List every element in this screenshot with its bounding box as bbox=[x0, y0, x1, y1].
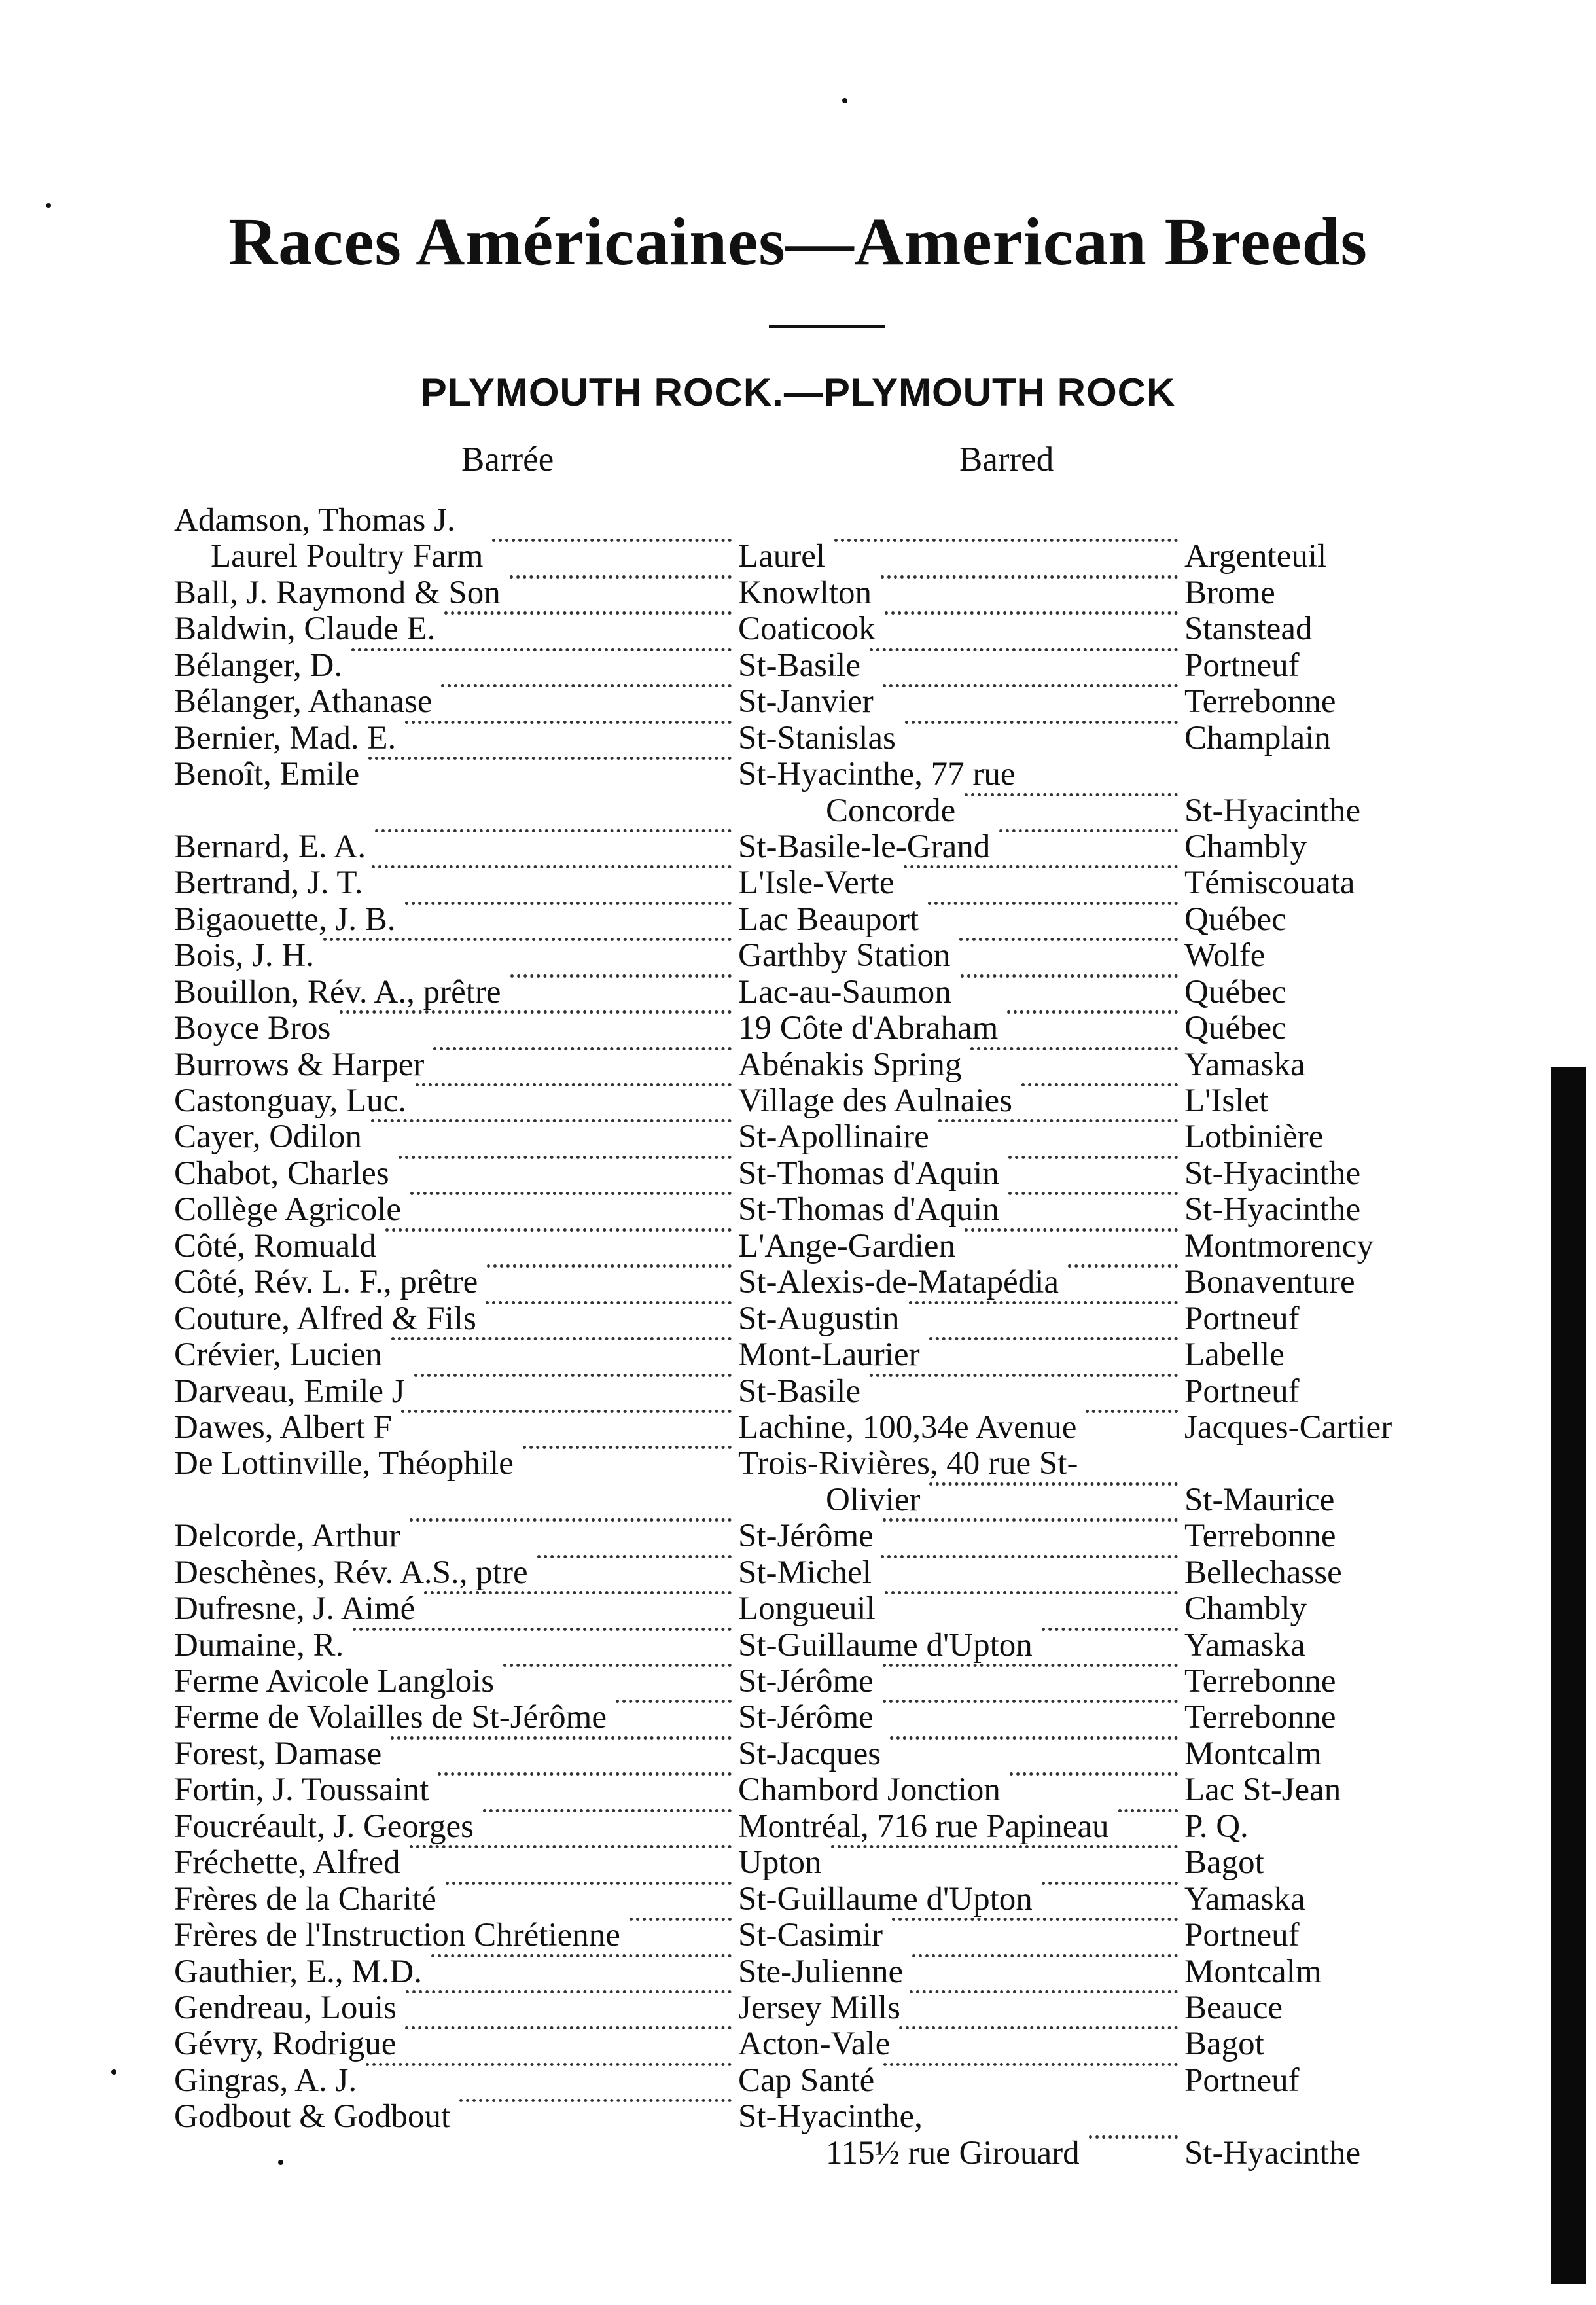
dot-leader bbox=[1068, 1264, 1178, 1268]
breeder-county: Beauce bbox=[1184, 1989, 1283, 2026]
breeder-place: St-Basile-le-Grand bbox=[738, 828, 991, 865]
breeder-county: Jacques-Cartier bbox=[1184, 1408, 1392, 1446]
breeder-place: St-Hyacinthe, 77 rue bbox=[738, 756, 1016, 793]
list-item bbox=[0, 974, 1596, 1010]
breeder-place: St-Apollinaire bbox=[738, 1118, 929, 1156]
breeder-place: Village des Aulnaies bbox=[738, 1082, 1013, 1119]
dot-leader bbox=[375, 829, 732, 832]
dot-leader bbox=[385, 1228, 732, 1232]
breeder-county: Portneuf bbox=[1184, 1372, 1300, 1410]
breeder-name: Bertrand, J. T. bbox=[174, 865, 363, 902]
list-item bbox=[0, 1628, 1596, 1664]
breeder-county: Terrebonne bbox=[1184, 1699, 1336, 1736]
list-item bbox=[0, 1700, 1596, 1736]
breeder-place: Chambord Jonction bbox=[738, 1772, 1001, 1809]
dot-leader bbox=[486, 1301, 732, 1304]
breeder-county: St-Hyacinthe bbox=[1184, 1191, 1361, 1228]
breeder-place: Jersey Mills bbox=[738, 1989, 900, 2026]
breeder-name: Delcorde, Arthur bbox=[174, 1518, 400, 1555]
list-item bbox=[0, 1882, 1596, 1918]
list-item bbox=[0, 1119, 1596, 1155]
dot-leader bbox=[459, 2099, 732, 2102]
dot-leader bbox=[831, 1845, 1178, 1848]
dot-leader bbox=[883, 1664, 1178, 1667]
breeder-county: Stanstead bbox=[1184, 611, 1313, 648]
list-item bbox=[0, 611, 1596, 647]
breeder-name: Bernard, E. A. bbox=[174, 828, 366, 865]
breeder-name: Gévry, Rodrigue bbox=[174, 2026, 397, 2063]
dot-leader bbox=[904, 865, 1178, 868]
breeder-place: Garthby Station bbox=[738, 937, 951, 974]
breeder-place: St-Jérôme bbox=[738, 1518, 874, 1555]
breeder-name: Foucréault, J. Georges bbox=[174, 1808, 474, 1845]
breeder-name: Bois, J. H. bbox=[174, 937, 314, 974]
list-item bbox=[0, 721, 1596, 757]
breeder-place: Lachine, 100,34e Avenue bbox=[738, 1408, 1077, 1446]
dot-leader bbox=[1007, 1010, 1178, 1014]
dot-leader bbox=[323, 938, 732, 941]
breeder-name: Collège Agricole bbox=[174, 1191, 401, 1228]
breeder-name: Darveau, Emile J bbox=[174, 1372, 405, 1410]
breeder-name: Benoît, Emile bbox=[174, 756, 360, 793]
dot-leader bbox=[431, 1954, 732, 1957]
subhead-barree: Barrée bbox=[461, 440, 554, 478]
list-item bbox=[0, 1809, 1596, 1845]
dot-leader bbox=[870, 1374, 1178, 1377]
dot-leader bbox=[503, 1664, 732, 1667]
list-item bbox=[0, 1736, 1596, 1772]
breeder-county: Terrebonne bbox=[1184, 1518, 1336, 1555]
breeder-name: Castonguay, Luc. bbox=[174, 1082, 407, 1119]
breeder-name: Gingras, A. J. bbox=[174, 2062, 357, 2099]
breeder-county: Montcalm bbox=[1184, 1735, 1322, 1772]
dot-leader bbox=[630, 1918, 732, 1921]
list-item bbox=[0, 648, 1596, 684]
subhead-barred: Barred bbox=[959, 440, 1054, 478]
list-item bbox=[0, 1410, 1596, 1446]
breeder-place: St-Hyacinthe, bbox=[738, 2098, 923, 2135]
dot-leader bbox=[961, 974, 1178, 978]
breeder-place: St-Augustin bbox=[738, 1300, 900, 1337]
breeder-county: Portneuf bbox=[1184, 2062, 1300, 2099]
dot-leader bbox=[372, 865, 732, 868]
dot-leader bbox=[1086, 1410, 1178, 1413]
dot-leader bbox=[959, 938, 1178, 941]
breeder-county: Chambly bbox=[1184, 828, 1307, 865]
dot-leader bbox=[444, 611, 732, 615]
dot-leader bbox=[410, 1845, 732, 1848]
scan-speck bbox=[46, 203, 51, 208]
breeder-name: Boyce Bros bbox=[174, 1010, 331, 1047]
dot-leader bbox=[909, 1301, 1178, 1304]
breeder-place: Cap Santé bbox=[738, 2062, 875, 2099]
breeder-name: Dumaine, R. bbox=[174, 1626, 344, 1664]
dot-leader bbox=[424, 1591, 732, 1594]
breeder-place: St-Basile bbox=[738, 1372, 860, 1410]
breeder-name: Côté, Rév. L. F., prêtre bbox=[174, 1264, 478, 1301]
dot-leader bbox=[441, 684, 732, 687]
breeder-county: Argenteuil bbox=[1184, 538, 1327, 575]
breeder-place: Concorde bbox=[826, 792, 956, 829]
dot-leader bbox=[905, 721, 1178, 724]
dot-leader bbox=[391, 1337, 732, 1340]
list-item bbox=[0, 1664, 1596, 1700]
breeder-county: Terrebonne bbox=[1184, 1663, 1336, 1700]
breeder-county: Lac St-Jean bbox=[1184, 1772, 1341, 1809]
breeder-county: Portneuf bbox=[1184, 647, 1300, 684]
dot-leader bbox=[881, 575, 1178, 579]
dot-leader bbox=[438, 1772, 732, 1776]
list-item bbox=[0, 2135, 1596, 2171]
dot-leader bbox=[401, 1410, 732, 1413]
breeder-place: Coaticook bbox=[738, 611, 876, 648]
dot-leader bbox=[406, 1990, 732, 1993]
breeder-county: Champlain bbox=[1184, 719, 1331, 757]
breeder-place: St-Jérôme bbox=[738, 1699, 874, 1736]
breeder-place: L'Ange-Gardien bbox=[738, 1227, 956, 1264]
breeder-name: Deschènes, Rév. A.S., ptre bbox=[174, 1554, 528, 1591]
dot-leader bbox=[399, 1156, 732, 1159]
breeder-place: St-Michel bbox=[738, 1554, 872, 1591]
dot-leader bbox=[616, 1700, 732, 1703]
breeder-place: St-Jérôme bbox=[738, 1663, 874, 1700]
breeder-name: Bouillon, Rév. A., prêtre bbox=[174, 973, 501, 1010]
dot-leader bbox=[446, 1882, 732, 1885]
breeder-county: Terrebonne bbox=[1184, 683, 1336, 721]
breeder-place: Montréal, 716 rue Papineau bbox=[738, 1808, 1109, 1845]
breeder-name: Crévier, Lucien bbox=[174, 1336, 382, 1374]
list-item bbox=[0, 1918, 1596, 1954]
breeder-county: Québec bbox=[1184, 1010, 1286, 1047]
title-rule bbox=[769, 325, 885, 328]
scan-edge-bar bbox=[1551, 1067, 1586, 2284]
list-item bbox=[0, 1482, 1596, 1518]
dot-leader bbox=[965, 793, 1178, 796]
breeder-county: Bonaventure bbox=[1184, 1264, 1355, 1301]
dot-leader bbox=[483, 1809, 732, 1812]
breeder-place: Knowlton bbox=[738, 574, 872, 611]
dot-leader bbox=[368, 757, 732, 760]
dot-leader bbox=[1118, 1809, 1178, 1812]
dot-leader bbox=[433, 1047, 732, 1050]
breeder-county: P. Q. bbox=[1184, 1808, 1249, 1845]
breeder-name: Bélanger, Athanase bbox=[174, 683, 433, 721]
breeder-name: Burrows & Harper bbox=[174, 1046, 425, 1083]
list-item bbox=[0, 1555, 1596, 1591]
list-item bbox=[0, 1083, 1596, 1119]
list-item bbox=[0, 865, 1596, 901]
breeder-county: St-Hyacinthe bbox=[1184, 792, 1361, 829]
breeder-place: St-Thomas d'Aquin bbox=[738, 1191, 999, 1228]
breeder-place: Mont-Laurier bbox=[738, 1336, 920, 1374]
dot-leader bbox=[405, 721, 732, 724]
scan-speck bbox=[111, 2069, 116, 2075]
breeder-county: Chambly bbox=[1184, 1590, 1307, 1628]
breeder-place: St-Stanislas bbox=[738, 719, 896, 757]
dot-leader bbox=[391, 1736, 732, 1740]
breeder-name: Gauthier, E., M.D. bbox=[174, 1953, 422, 1990]
dot-leader bbox=[1042, 1628, 1178, 1631]
breeder-place: 19 Côte d'Abraham bbox=[738, 1010, 999, 1047]
dot-leader bbox=[371, 1119, 732, 1122]
breeder-county: L'Islet bbox=[1184, 1082, 1269, 1119]
dot-leader bbox=[883, 2063, 1178, 2066]
dot-leader bbox=[928, 902, 1178, 905]
breeder-name: De Lottinville, Théophile bbox=[174, 1445, 514, 1482]
breeder-name: Bigaouette, J. B. bbox=[174, 901, 396, 938]
breeder-place: Abénakis Spring bbox=[738, 1046, 962, 1083]
dot-leader bbox=[1089, 2135, 1178, 2139]
dot-leader bbox=[885, 611, 1178, 615]
list-item bbox=[0, 2026, 1596, 2062]
dot-leader bbox=[883, 684, 1178, 687]
breeder-name: Adamson, Thomas J. bbox=[174, 502, 455, 539]
breeder-place: Longueuil bbox=[738, 1590, 876, 1628]
breeder-place: Lac Beauport bbox=[738, 901, 919, 938]
breeder-name: Chabot, Charles bbox=[174, 1154, 389, 1192]
dot-leader bbox=[970, 1047, 1178, 1050]
dot-leader bbox=[416, 1083, 732, 1086]
dot-leader bbox=[890, 1736, 1178, 1740]
list-item bbox=[0, 829, 1596, 865]
breeder-county: Lotbinière bbox=[1184, 1118, 1324, 1156]
dot-leader bbox=[537, 1555, 732, 1558]
dot-leader bbox=[366, 2063, 732, 2066]
breeder-place: St-Thomas d'Aquin bbox=[738, 1154, 999, 1192]
breeder-name: Gendreau, Louis bbox=[174, 1989, 397, 2026]
dot-leader bbox=[510, 974, 732, 978]
list-item bbox=[0, 539, 1596, 575]
breeder-county: Témiscouata bbox=[1184, 865, 1355, 902]
dot-leader bbox=[870, 648, 1178, 651]
list-item bbox=[0, 1301, 1596, 1337]
breeder-county: Bellechasse bbox=[1184, 1554, 1342, 1591]
breeder-county: Québec bbox=[1184, 973, 1286, 1010]
breeder-place: St-Casimir bbox=[738, 1917, 883, 1954]
breeder-name: Dawes, Albert F bbox=[174, 1408, 392, 1446]
dot-leader bbox=[883, 1700, 1178, 1703]
dot-leader bbox=[929, 1482, 1178, 1486]
dot-leader bbox=[910, 1990, 1178, 1993]
breeder-county: Yamaska bbox=[1184, 1046, 1305, 1083]
breeder-name: Dufresne, J. Aimé bbox=[174, 1590, 416, 1628]
list-item bbox=[0, 575, 1596, 611]
breeder-place: St-Janvier bbox=[738, 683, 874, 721]
scan-speck bbox=[278, 2160, 283, 2165]
list-item bbox=[0, 1010, 1596, 1046]
list-item bbox=[0, 1228, 1596, 1264]
breeder-place: Laurel bbox=[738, 538, 826, 575]
breeder-name: Ferme Avicole Langlois bbox=[174, 1663, 495, 1700]
dot-leader bbox=[340, 1010, 732, 1014]
breeder-name: Godbout & Godbout bbox=[174, 2098, 451, 2135]
breeder-place: Olivier bbox=[826, 1481, 921, 1518]
breeder-county: Labelle bbox=[1184, 1336, 1285, 1374]
breeder-name: Forest, Damase bbox=[174, 1735, 382, 1772]
dot-leader bbox=[912, 1954, 1178, 1957]
breeder-county: St-Hyacinthe bbox=[1184, 2134, 1361, 2171]
breeder-name: Baldwin, Claude E. bbox=[174, 611, 436, 648]
dot-leader bbox=[414, 1374, 732, 1377]
dot-leader bbox=[351, 648, 732, 651]
list-item bbox=[0, 684, 1596, 720]
section-heading: PLYMOUTH ROCK.—PLYMOUTH ROCK bbox=[420, 370, 1176, 414]
breeder-county: Wolfe bbox=[1184, 937, 1266, 974]
list-item bbox=[0, 1845, 1596, 1881]
breeder-county: St-Hyacinthe bbox=[1184, 1154, 1361, 1192]
breeder-name: Ferme de Volailles de St-Jérôme bbox=[174, 1699, 607, 1736]
list-item bbox=[0, 1264, 1596, 1300]
dot-leader bbox=[999, 829, 1178, 832]
dot-leader bbox=[1008, 1192, 1178, 1195]
dot-leader bbox=[492, 539, 732, 542]
breeder-name: Ball, J. Raymond & Son bbox=[174, 574, 501, 611]
dot-leader bbox=[410, 1192, 732, 1195]
list-item bbox=[0, 1772, 1596, 1808]
list-item bbox=[0, 2099, 1596, 2135]
dot-leader bbox=[892, 1918, 1178, 1921]
breeder-list bbox=[0, 503, 1596, 2171]
list-item bbox=[0, 2063, 1596, 2099]
breeder-county: Québec bbox=[1184, 901, 1286, 938]
breeder-place: St-Guillaume d'Upton bbox=[738, 1880, 1033, 1918]
dot-leader bbox=[899, 2026, 1178, 2029]
list-item bbox=[0, 1446, 1596, 1482]
list-item bbox=[0, 938, 1596, 974]
dot-leader bbox=[523, 1446, 732, 1449]
breeder-place: Upton bbox=[738, 1844, 822, 1882]
breeder-place: Acton-Vale bbox=[738, 2026, 891, 2063]
breeder-name: Bélanger, D. bbox=[174, 647, 343, 684]
list-item bbox=[0, 1156, 1596, 1192]
breeder-name: Frères de l'Instruction Chrétienne bbox=[174, 1917, 620, 1954]
list-item bbox=[0, 503, 1596, 539]
breeder-county: Montcalm bbox=[1184, 1953, 1322, 1990]
dot-leader bbox=[405, 902, 732, 905]
dot-leader bbox=[1021, 1083, 1178, 1086]
scan-speck bbox=[842, 98, 847, 103]
list-item bbox=[0, 1518, 1596, 1554]
breeder-place: St-Guillaume d'Upton bbox=[738, 1626, 1033, 1664]
list-item bbox=[0, 1990, 1596, 2026]
dot-leader bbox=[881, 1555, 1178, 1558]
dot-leader bbox=[883, 1518, 1178, 1522]
breeder-place: L'Isle-Verte bbox=[738, 865, 895, 902]
breeder-place: St-Jacques bbox=[738, 1735, 881, 1772]
dot-leader bbox=[834, 539, 1178, 542]
breeder-county: Bagot bbox=[1184, 1844, 1264, 1882]
breeder-name: Bernier, Mad. E. bbox=[174, 719, 397, 757]
dot-leader bbox=[410, 1518, 732, 1522]
list-item bbox=[0, 1954, 1596, 1990]
list-item bbox=[0, 1591, 1596, 1627]
breeder-place: Lac-au-Saumon bbox=[738, 973, 951, 1010]
breeder-county: Brome bbox=[1184, 574, 1275, 611]
list-item bbox=[0, 757, 1596, 793]
dot-leader bbox=[510, 575, 732, 579]
dot-leader bbox=[1010, 1772, 1178, 1776]
breeder-place: St-Alexis-de-Matapédia bbox=[738, 1264, 1059, 1301]
breeder-place: 115½ rue Girouard bbox=[826, 2134, 1080, 2171]
list-item bbox=[0, 902, 1596, 938]
breeder-name: Fortin, J. Toussaint bbox=[174, 1772, 429, 1809]
breeder-name: Couture, Alfred & Fils bbox=[174, 1300, 476, 1337]
breeder-county: Montmorency bbox=[1184, 1227, 1374, 1264]
page-title: Races Américaines—American Breeds bbox=[228, 204, 1368, 279]
breeder-place: St-Basile bbox=[738, 647, 860, 684]
dot-leader bbox=[965, 1228, 1178, 1232]
breeder-county: Yamaska bbox=[1184, 1626, 1305, 1664]
dot-leader bbox=[487, 1264, 732, 1268]
dot-leader bbox=[405, 2026, 732, 2029]
dot-leader bbox=[1008, 1156, 1178, 1159]
list-item bbox=[0, 1192, 1596, 1228]
breeder-name: Cayer, Odilon bbox=[174, 1118, 362, 1156]
dot-leader bbox=[938, 1119, 1178, 1122]
list-item bbox=[0, 1047, 1596, 1083]
dot-leader bbox=[929, 1337, 1178, 1340]
breeder-county: Portneuf bbox=[1184, 1917, 1300, 1954]
list-item bbox=[0, 1337, 1596, 1373]
breeder-name: Côté, Romuald bbox=[174, 1227, 376, 1264]
list-item bbox=[0, 1374, 1596, 1410]
dot-leader bbox=[1042, 1882, 1178, 1885]
dot-leader bbox=[885, 1591, 1178, 1594]
breeder-county: Bagot bbox=[1184, 2026, 1264, 2063]
breeder-county: St-Maurice bbox=[1184, 1481, 1335, 1518]
breeder-name: Laurel Poultry Farm bbox=[211, 538, 484, 575]
list-item bbox=[0, 793, 1596, 829]
breeder-county: Portneuf bbox=[1184, 1300, 1300, 1337]
breeder-place: Trois-Rivières, 40 rue St- bbox=[738, 1445, 1078, 1482]
dot-leader bbox=[353, 1628, 732, 1631]
breeder-county: Yamaska bbox=[1184, 1880, 1305, 1918]
breeder-name: Fréchette, Alfred bbox=[174, 1844, 400, 1882]
breeder-place: Ste-Julienne bbox=[738, 1953, 904, 1990]
breeder-name: Frères de la Charité bbox=[174, 1880, 436, 1918]
